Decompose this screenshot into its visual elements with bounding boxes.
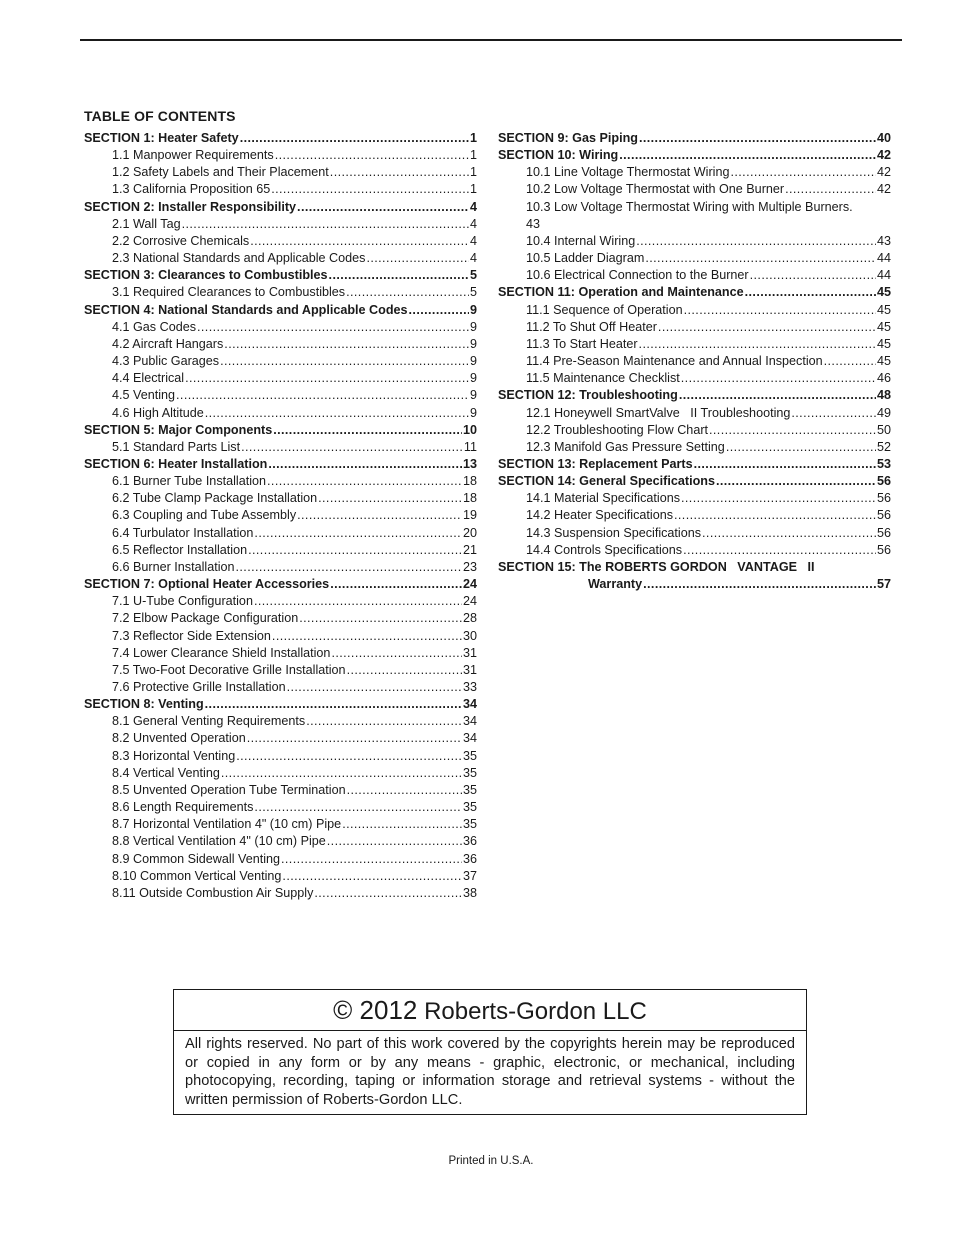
toc-entry (84, 851, 477, 868)
toc-entry (84, 628, 477, 645)
toc-leader-dots (342, 816, 462, 833)
toc-entry-title: 7.1 U-Tube Configuration (112, 594, 253, 609)
toc-entry-page: 35 (462, 748, 477, 763)
toc-entry (84, 765, 477, 782)
toc-entry-page: 28 (462, 611, 477, 626)
toc-leader-dots (824, 353, 876, 370)
toc-leader-dots (273, 422, 462, 439)
toc-entry-title: 10.1 Line Voltage Thermostat Wiring (526, 165, 730, 180)
toc-entry (84, 353, 477, 370)
toc-leader-dots (254, 593, 462, 610)
toc-leader-dots (271, 181, 469, 198)
toc-section-page: 53 (876, 456, 891, 471)
toc-leader-dots (282, 868, 462, 885)
toc-entry-page: 4 (469, 251, 477, 266)
toc-leader-dots (409, 302, 469, 319)
toc-entry-title: 8.4 Vertical Venting (112, 765, 220, 780)
toc-entry-page: 35 (462, 800, 477, 815)
toc-entry-page: 19 (462, 508, 477, 523)
toc-section-page: 24 (462, 577, 477, 592)
toc-entry-page: 9 (469, 371, 477, 386)
toc-section-title: SECTION 15: The ROBERTS GORDON VANTAGE II (498, 559, 815, 574)
toc-leader-dots (248, 542, 462, 559)
toc-leader-dots (182, 216, 469, 233)
toc-entry-title: 5.1 Standard Parts List (112, 439, 241, 454)
toc-leader-dots (726, 439, 876, 456)
toc-entry-title: 4.4 Electrical (112, 371, 185, 386)
toc-section-page: 45 (876, 285, 891, 300)
toc-leader-dots (329, 267, 469, 284)
toc-entry (498, 336, 891, 353)
toc-entry-page: 38 (462, 885, 477, 900)
toc-entry-page: 36 (462, 834, 477, 849)
toc-entry (84, 387, 477, 404)
toc-leader-dots (330, 164, 469, 181)
toc-section (84, 267, 477, 284)
toc-entry (84, 833, 477, 850)
toc-entry-page: 42 (876, 182, 891, 197)
toc-entry (84, 542, 477, 559)
toc-leader-dots (745, 284, 876, 301)
toc-entry-page: 23 (462, 559, 477, 574)
toc-leader-dots (254, 799, 462, 816)
toc-entry-title: 8.5 Unvented Operation Tube Termination (112, 782, 346, 797)
toc-entry (498, 507, 891, 524)
toc-section-page: 5 (469, 268, 477, 283)
toc-entry (84, 730, 477, 747)
toc-leader-dots (240, 130, 469, 147)
toc-entry-page: 43 (876, 233, 891, 248)
toc-entry (84, 439, 477, 456)
toc-entry-page: 44 (876, 268, 891, 283)
toc-entry (498, 422, 891, 439)
toc-entry-page: 9 (469, 405, 477, 420)
toc-entry-page: 1 (469, 182, 477, 197)
toc-leader-dots (331, 645, 462, 662)
toc-section-title: SECTION 9: Gas Piping (498, 131, 638, 145)
toc-entry-page: 4 (469, 216, 477, 231)
toc-section (498, 387, 891, 404)
toc-entry-page: 30 (462, 628, 477, 643)
toc-entry (84, 319, 477, 336)
toc-heading: TABLE OF CONTENTS (84, 108, 236, 124)
copyright-notice: All rights reserved. No part of this work covered by the copyrights herein may be reproduced or copied in any form or by any means - graphic, electronic, or mechanical, including photocopying, recording, taping or information storage and retrieval systems - without the written permission of Roberts-Gordon LLC. (185, 1036, 795, 1108)
toc-entry-page: 50 (876, 422, 891, 437)
toc-entry (498, 250, 891, 267)
toc-entry-title: 10.3 Low Voltage Thermostat Wiring with Multiple Burners. (526, 199, 853, 214)
toc-entry-page: 34 (462, 731, 477, 746)
toc-section-page: 4 (469, 199, 477, 214)
toc-entry-title: 11.3 To Start Heater (526, 336, 638, 351)
toc-leader-dots (636, 233, 876, 250)
toc-entry-title: 11.2 To Shut Off Heater (526, 319, 657, 334)
toc-leader-dots (639, 130, 876, 147)
toc-leader-dots (220, 353, 469, 370)
toc-entry (498, 267, 891, 284)
toc-entry (84, 405, 477, 422)
toc-entry-title: 14.2 Heater Specifications (526, 508, 674, 523)
toc-section (84, 199, 477, 216)
toc-leader-dots (250, 233, 469, 250)
toc-section-title: SECTION 10: Wiring (498, 148, 619, 163)
toc-leader-dots (281, 851, 462, 868)
toc-leader-dots (236, 559, 462, 576)
toc-leader-dots (681, 490, 876, 507)
toc-entry (84, 782, 477, 799)
toc-entry (498, 181, 891, 198)
toc-entry-page: 45 (876, 302, 891, 317)
toc-leader-dots (205, 696, 462, 713)
toc-entry (84, 868, 477, 885)
toc-entry-title: 1.2 Safety Labels and Their Placement (112, 165, 329, 180)
toc-entry (84, 525, 477, 542)
toc-entry-title: 8.8 Vertical Ventilation 4" (10 cm) Pipe (112, 834, 326, 849)
toc-section-title: SECTION 12: Troubleshooting (498, 388, 678, 403)
toc-entry (84, 233, 477, 250)
toc-entry-title: 11.1 Sequence of Operation (526, 302, 683, 317)
toc-entry-page: 33 (462, 680, 477, 694)
toc-entry-title: 8.9 Common Sidewall Venting (112, 851, 281, 866)
toc-leader-dots (297, 507, 462, 524)
toc-entry-page: 21 (462, 542, 477, 557)
toc-section (84, 456, 477, 473)
toc-entry-title: 7.4 Lower Clearance Shield Installation (112, 645, 331, 660)
toc-section (84, 130, 477, 147)
toc-section-page: 42 (876, 148, 891, 163)
toc-entry (84, 473, 477, 490)
toc-section-page: 13 (462, 456, 477, 471)
toc-entry (84, 645, 477, 662)
toc-right-column (498, 130, 891, 593)
toc-entry (498, 525, 891, 542)
toc-entry-title: 10.5 Ladder Diagram (526, 251, 645, 266)
copyright-title (174, 990, 806, 1031)
toc-entry-page: 49 (876, 405, 891, 420)
toc-entry (498, 319, 891, 336)
toc-entry-title: 10.6 Electrical Connection to the Burner (526, 268, 749, 283)
toc-entry-title: 7.6 Protective Grille Installation (112, 680, 286, 694)
toc-section-title-cont: Warranty (588, 577, 643, 592)
toc-entry-page: 1 (469, 165, 477, 180)
toc-entry (84, 748, 477, 765)
toc-entry (84, 610, 477, 627)
toc-entry (84, 250, 477, 267)
toc-section (498, 130, 891, 147)
toc-entry (498, 490, 891, 507)
toc-leader-dots (730, 164, 876, 181)
toc-entry (498, 302, 891, 319)
toc-leader-dots (247, 730, 462, 747)
toc-section (498, 456, 891, 473)
toc-entry-title: 6.4 Turbulator Installation (112, 525, 254, 540)
toc-section (498, 284, 891, 301)
toc-entry-page: 35 (462, 782, 477, 797)
copyright-year: © 2012 (333, 995, 418, 1025)
toc-entry-page: 20 (462, 525, 477, 540)
toc-leader-dots (318, 490, 462, 507)
toc-entry-page: 42 (876, 165, 891, 180)
toc-section-title: SECTION 13: Replacement Parts (498, 456, 693, 471)
toc-section-title: SECTION 4: National Standards and Applicable Codes (84, 302, 408, 317)
toc-leader-dots (674, 507, 876, 524)
toc-entry (84, 816, 477, 833)
printed-in-text: Printed in U.S.A. (448, 1155, 534, 1167)
toc-entry (498, 164, 891, 181)
toc-leader-dots (236, 748, 462, 765)
toc-leader-dots (684, 302, 876, 319)
toc-entry-title: 3.1 Required Clearances to Combustibles (112, 285, 346, 300)
toc-entry-title: 4.6 High Altitude (112, 405, 204, 420)
top-rule (80, 39, 902, 41)
toc-section-title: SECTION 14: General Specifications (498, 474, 715, 489)
toc-entry (84, 370, 477, 387)
toc-leader-dots (785, 181, 876, 198)
toc-section (84, 422, 477, 439)
toc-entry-page: 35 (462, 817, 477, 832)
toc-leader-dots (347, 662, 462, 679)
toc-entry-page: 11 (463, 439, 477, 454)
toc-entry-page: 46 (876, 371, 891, 386)
toc-entry-title: 1.3 California Proposition 65 (112, 182, 271, 197)
toc-section-title: SECTION 5: Major Components (84, 422, 273, 437)
toc-entry-page: 43 (526, 216, 541, 231)
toc-entry-title: 1.1 Manpower Requirements (112, 148, 274, 163)
toc-section-continuation (498, 576, 891, 593)
toc-entry-title: 8.7 Horizontal Ventilation 4" (10 cm) Pipe (112, 817, 342, 832)
toc-entry-page: 18 (462, 491, 477, 506)
toc-section-title: SECTION 3: Clearances to Combustibles (84, 268, 328, 283)
toc-section-page: 34 (462, 697, 477, 712)
toc-leader-dots (327, 833, 462, 850)
toc-entry-page: 45 (876, 336, 891, 351)
toc-leader-dots (205, 405, 469, 422)
copyright-owner: Roberts-Gordon LLC (424, 998, 647, 1025)
toc-entry-page: 37 (462, 868, 477, 883)
toc-entry-page: 4 (469, 233, 477, 248)
toc-leader-dots (254, 525, 462, 542)
toc-entry (498, 370, 891, 387)
toc-entry-title: 6.1 Burner Tube Installation (112, 474, 267, 489)
toc-entry (498, 542, 891, 559)
toc-entry-page: 44 (876, 251, 891, 266)
toc-entry-title: 8.11 Outside Combustion Air Supply (112, 885, 314, 900)
toc-leader-dots (716, 473, 876, 490)
toc-leader-dots (347, 782, 462, 799)
toc-leader-dots (314, 885, 462, 902)
toc-entry-page: 9 (469, 336, 477, 351)
toc-entry (84, 507, 477, 524)
toc-leader-dots (643, 576, 876, 593)
toc-leader-dots (330, 576, 462, 593)
toc-entry (84, 181, 477, 198)
toc-entry (84, 885, 477, 902)
toc-entry (498, 353, 891, 370)
toc-leader-dots (197, 319, 469, 336)
toc-entry-continuation (498, 216, 891, 233)
toc-entry-title: 4.2 Aircraft Hangars (112, 336, 224, 351)
toc-entry-title: 12.1 Honeywell SmartValve II Troubleshooting (526, 405, 791, 420)
toc-entry-page: 5 (469, 285, 477, 300)
toc-entry-title: 8.3 Horizontal Venting (112, 748, 236, 763)
toc-entry (84, 662, 477, 679)
toc-leader-dots (297, 199, 469, 216)
toc-section-page: 1 (469, 131, 477, 145)
toc-entry-title: 4.1 Gas Codes (112, 319, 197, 334)
toc-section-page: 56 (876, 474, 891, 489)
toc-section (498, 559, 891, 576)
toc-entry-title: 10.4 Internal Wiring (526, 233, 636, 248)
toc-leader-dots (221, 765, 462, 782)
toc-entry (84, 164, 477, 181)
toc-leader-dots (224, 336, 469, 353)
toc-entry-title: 4.5 Venting (112, 388, 176, 403)
toc-section-title: SECTION 11: Operation and Maintenance (498, 285, 744, 300)
toc-leader-dots (241, 439, 463, 456)
toc-section-page: 48 (876, 388, 891, 403)
toc-entry-title: 2.1 Wall Tag (112, 216, 181, 231)
toc-entry-title: 7.3 Reflector Side Extension (112, 628, 271, 643)
toc-entry-page: 52 (876, 439, 891, 454)
toc-entry-title: 10.2 Low Voltage Thermostat with One Burner (526, 182, 785, 197)
toc-section (84, 302, 477, 319)
toc-leader-dots (791, 405, 876, 422)
toc-entry (84, 490, 477, 507)
toc-entry (498, 439, 891, 456)
toc-leader-dots (346, 284, 469, 301)
toc-leader-dots (694, 456, 876, 473)
toc-leader-dots (709, 422, 876, 439)
toc-entry (498, 405, 891, 422)
toc-entry-title: 14.1 Material Specifications (526, 491, 681, 506)
toc-entry-page: 24 (462, 594, 477, 609)
toc-entry-page: 18 (462, 474, 477, 489)
toc-entry-title: 8.6 Length Requirements (112, 800, 254, 815)
toc-entry (498, 233, 891, 250)
toc-leader-dots (366, 250, 469, 267)
toc-entry (84, 216, 477, 233)
toc-entry-title: 11.5 Maintenance Checklist (526, 371, 680, 386)
toc-leader-dots (683, 542, 876, 559)
copyright-box (173, 989, 807, 1115)
toc-entry-title: 8.10 Common Vertical Venting (112, 868, 282, 883)
toc-leader-dots (267, 473, 462, 490)
toc-entry (84, 713, 477, 730)
toc-entry-page: 56 (876, 508, 891, 523)
toc-section-page: 10 (462, 422, 477, 437)
toc-entry-title: 8.1 General Venting Requirements (112, 714, 306, 729)
toc-entry-title: 12.3 Manifold Gas Pressure Setting (526, 439, 725, 454)
toc-entry (84, 559, 477, 576)
toc-leader-dots (702, 525, 876, 542)
toc-entry-title: 6.6 Burner Installation (112, 559, 235, 574)
toc-entry (84, 593, 477, 610)
toc-section-page: 57 (876, 577, 891, 592)
toc-leader-dots (619, 147, 876, 164)
toc-entry-title: 14.3 Suspension Specifications (526, 525, 702, 540)
toc-entry-page: 34 (462, 714, 477, 729)
toc-entry (84, 336, 477, 353)
toc-leader-dots (750, 267, 876, 284)
toc-entry (84, 799, 477, 816)
toc-leader-dots (306, 713, 462, 730)
toc-leader-dots (681, 370, 876, 387)
toc-entry-page: 9 (469, 388, 477, 403)
toc-entry-page: 56 (876, 491, 891, 506)
toc-leader-dots (639, 336, 876, 353)
toc-entry-page: 45 (876, 319, 891, 334)
toc-leader-dots (272, 628, 462, 645)
toc-section-title: SECTION 2: Installer Responsibility (84, 199, 297, 214)
toc-entry-page: 36 (462, 851, 477, 866)
toc-leader-dots (185, 370, 469, 387)
toc-left-column (84, 130, 477, 902)
toc-entry-page: 9 (469, 319, 477, 334)
toc-entry-title: 6.2 Tube Clamp Package Installation (112, 491, 318, 506)
toc-section-page: 40 (876, 131, 891, 145)
toc-entry-title: 11.4 Pre-Season Maintenance and Annual Inspection (526, 354, 823, 369)
toc-entry (84, 284, 477, 301)
toc-leader-dots (645, 250, 876, 267)
printed-in-footer (0, 1155, 954, 1167)
toc-entry (84, 147, 477, 164)
toc-leader-dots (268, 456, 462, 473)
toc-section-page: 9 (469, 302, 477, 317)
toc-entry-page: 31 (462, 645, 477, 660)
toc-entry-title: 12.2 Troubleshooting Flow Chart (526, 422, 709, 437)
toc-entry (498, 199, 891, 216)
toc-leader-dots (275, 147, 469, 164)
toc-entry-title: 6.3 Coupling and Tube Assembly (112, 508, 297, 523)
toc-entry-title: 7.2 Elbow Package Configuration (112, 611, 299, 626)
toc-leader-dots (287, 679, 462, 696)
toc-entry-title: 2.2 Corrosive Chemicals (112, 233, 250, 248)
toc-entry-page: 45 (876, 354, 891, 369)
toc-entry-page: 35 (462, 765, 477, 780)
toc-entry-page: 56 (876, 525, 891, 540)
toc-section (84, 696, 477, 713)
toc-entry-title: 4.3 Public Garages (112, 354, 220, 369)
toc-section-title: SECTION 6: Heater Installation (84, 456, 268, 471)
toc-entry-title: 14.4 Controls Specifications (526, 542, 683, 557)
toc-leader-dots (176, 387, 469, 404)
toc-section-title: SECTION 7: Optional Heater Accessories (84, 577, 330, 592)
toc-entry-page: 1 (469, 148, 477, 163)
toc-section (84, 576, 477, 593)
toc-section-title: SECTION 1: Heater Safety (84, 131, 239, 145)
toc-section-title: SECTION 8: Venting (84, 697, 204, 712)
toc-leader-dots (679, 387, 876, 404)
toc-entry-title: 6.5 Reflector Installation (112, 542, 248, 557)
toc-entry-title: 8.2 Unvented Operation (112, 731, 246, 746)
toc-entry-page: 56 (876, 542, 891, 557)
toc-section (498, 147, 891, 164)
toc-entry-page: 9 (469, 354, 477, 369)
toc-entry-page: 31 (462, 662, 477, 677)
toc-entry-title: 2.3 National Standards and Applicable Codes (112, 251, 366, 266)
toc-leader-dots (299, 610, 462, 627)
toc-leader-dots (658, 319, 876, 336)
toc-entry (84, 679, 477, 696)
toc-entry-title: 7.5 Two-Foot Decorative Grille Installation (112, 662, 346, 677)
toc-section (498, 473, 891, 490)
